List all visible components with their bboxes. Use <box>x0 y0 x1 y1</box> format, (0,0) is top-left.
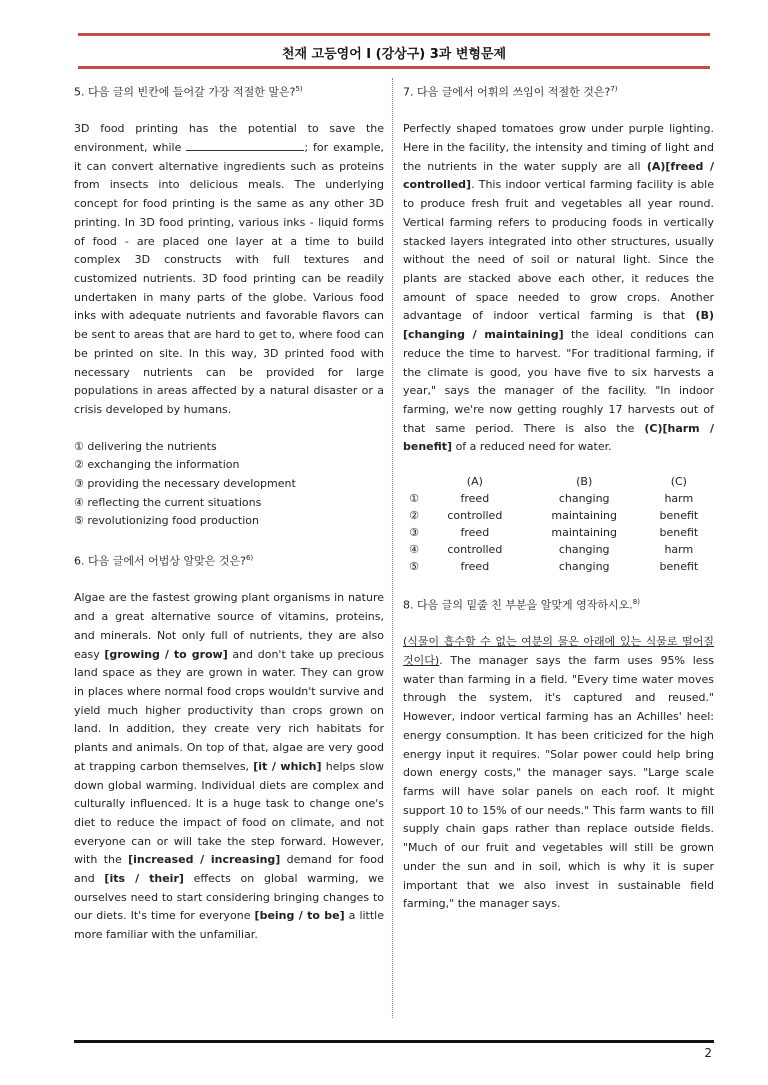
footer-rule <box>74 1040 714 1043</box>
table-row: ④ controlled changing harm <box>409 543 694 557</box>
q5-choice: ⑤ revolutionizing food production <box>74 514 259 528</box>
q8-passage: (식물이 흡수할 수 없는 여분의 물은 아래에 있는 식물로 떨어질 것이다). The manager says the farm uses 95% less water than farming in a field. "Every time water moves through the system, it's captured and reused." However, indoor vertical farming has an Achilles' heel: energy consumption. It has been criticized for the high energy input it requires. "Solar power could help bring down energy costs," the manager says. "Large scale farms will have solar panels on each roof. It might support 10 to 15% of our needs." This farm wants to fill supply chain gaps rather than replace outside fields. "Much of our fruit and vegetables will still be grown under the sun and in soil, which is why it is super important that we also invest in sustainable field farming," the manager says. <box>403 635 714 911</box>
q7-header-b: (B) <box>576 475 593 489</box>
q5-heading: 5. 다음 글의 빈칸에 들어갈 가장 적절한 말은?$^{5)}$ <box>74 85 303 99</box>
q7-bracket-c: (C)[harm / benefit] <box>403 421 714 454</box>
q7-passage: Perfectly shaped tomatoes grow under purple lighting. Here in the facility, the intensity and timing of light and the nutrients in the water supply are all (A)[freed / controlled]. This indoor vertical farming facility is able to produce fresh fruit and vegetables all year round. Vertical farming refers to producing foods in vertically stacked layers integrated into other structures, usually without the need of soil or natural light. Since the plants are stacked above each other, it reduces the amount of space needed to grow crops. Another advantage of indoor vertical farming is that (B)[changing / maintaining] the ideal conditions can reduce the time to harvest. "For traditional farming, if the climate is good, you have five to six harvests a year," says the manager of the facility. "In indoor farming, we're now getting roughly 17 harvests out of that same period. There is also the (C)[harm / benefit] of a reduced need for water. <box>403 122 714 454</box>
q7-answer-table <box>403 473 714 575</box>
q7-heading: 7. 다음 글에서 어휘의 쓰임이 적절한 것은?$^{7)}$ <box>403 85 618 99</box>
q6-heading: 6. 다음 글에서 어법상 알맞은 것은?$^{6)}$ <box>74 554 254 568</box>
q6-bracket-1: [growing / to grow] <box>104 647 228 661</box>
q5-blank <box>186 140 304 151</box>
q6-bracket-2: [it / which] <box>253 759 322 773</box>
q6-bracket-3: [increased / increasing] <box>128 853 281 867</box>
q5-passage: 3D food printing has the potential to save the environment, while ; for example, it can convert alternative ingredients such as proteins from insects into delicious meals. The underlying concept for food printing is the same as any other 3D printing. In 3D food printing, various inks - liquid forms of food - are placed one layer at a time to build complex 3D constructs with full textures and customized nutrients. 3D food printing can be readily undertaken in many parts of the globe. Various food inks with adequate nutrients and favorable flavors can be sent to areas that are hard to get to, where food can be printed on site. In this way, 3D printed food with necessary nutrients can be provided for large populations in areas affected by a natural disaster or a crisis developed by humans. <box>74 122 384 416</box>
q7-bracket-b: (B)[changing / maintaining] <box>403 309 714 342</box>
right-column <box>403 80 714 914</box>
q8-heading: 8. 다음 글의 밑줄 친 부분을 알맞게 영작하시오.$^{8)}$ <box>403 598 640 612</box>
table-row: ② controlled maintaining benefit <box>409 509 699 523</box>
table-row: ③ freed maintaining benefit <box>409 526 699 540</box>
q5-choice: ③ providing the necessary development <box>74 477 296 491</box>
left-column <box>74 80 384 945</box>
q6-bracket-5: [being / to be] <box>254 909 345 923</box>
column-divider <box>392 78 393 1018</box>
q8-underlined: (식물이 흡수할 수 없는 여분의 물은 아래에 있는 식물로 떨어질 것이다) <box>403 635 714 668</box>
q5-choices <box>74 438 384 532</box>
header-top-rule <box>78 33 710 36</box>
header-bottom-rule <box>78 66 710 69</box>
table-row: ① freed changing harm <box>409 492 694 506</box>
q7-table-header <box>403 473 714 490</box>
q7-bracket-a: (A)[freed / controlled] <box>403 159 714 192</box>
table-row: ⑤ freed changing benefit <box>409 560 699 574</box>
q6-bracket-4: [its / their] <box>104 872 184 886</box>
page-number: 2 <box>704 1046 712 1060</box>
q7-header-c: (C) <box>670 475 687 489</box>
q5-choice: ② exchanging the information <box>74 458 240 472</box>
q5-choice: ④ reflecting the current situations <box>74 495 262 509</box>
q5-choice: ① delivering the nutrients <box>74 439 217 453</box>
page-title: 천재 고등영어 I (강상구) 3과 변형문제 <box>281 47 507 62</box>
q7-header-a: (A) <box>466 475 483 489</box>
q6-passage: Algae are the fastest growing plant organisms in nature and a great alternative source of vitamins, proteins, and minerals. Not only full of nutrients, they are also easy [growing / to grow] and don't take up precious land space as they are grown in water. They can grow in places where normal food crops wouldn't survive and yield much higher productivity than crops grown on land. In addition, they create very rich habitats for plants and animals. On top of that, algae are very good at trapping carbon themselves, [it / which] helps slow down global warming. Individual diets are complex and culturally influenced. It is a huge task to change one's diet to reduce the impact of food on climate, and not everyone can or will take the step forward. However, with the [increased / increasing] demand for food and [its / their] effects on global warming, we ourselves need to start considering bringing changes to our diets. It's time for everyone [being / to be] a little more familiar with the unfamiliar. <box>74 591 385 942</box>
